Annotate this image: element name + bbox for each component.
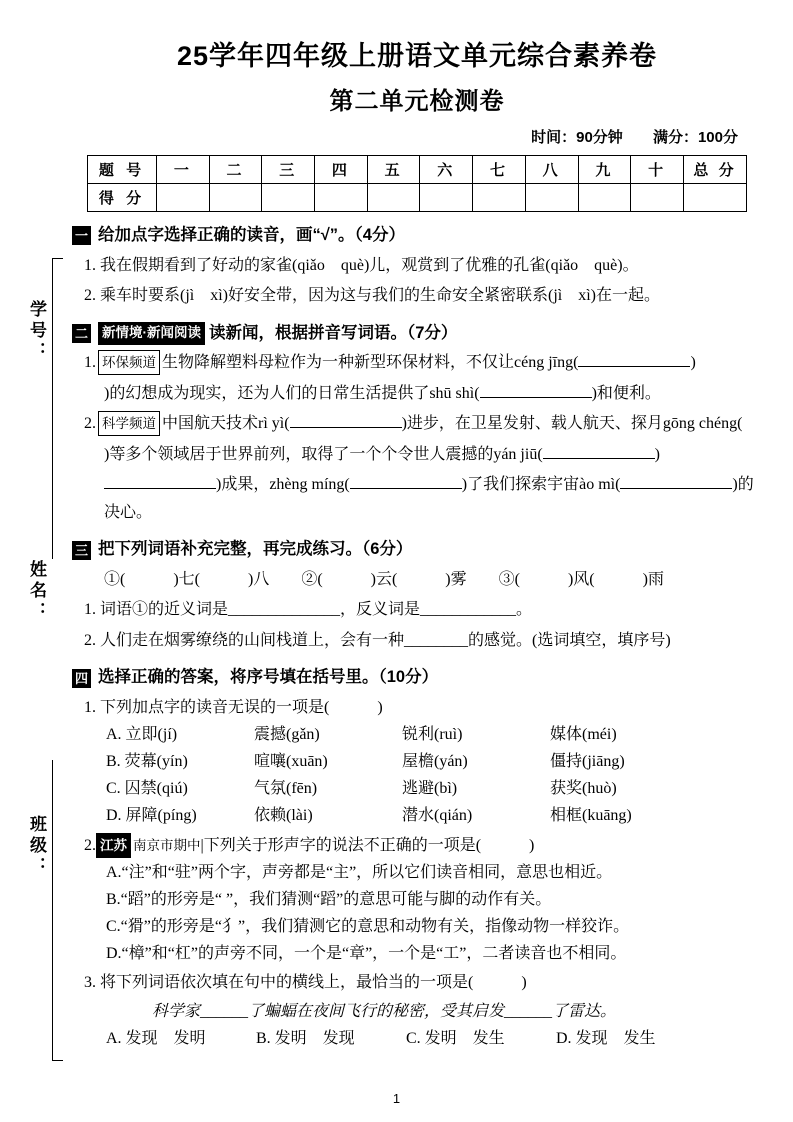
section-number: 二 — [72, 324, 91, 343]
item1-text-b: )的幻想成为现实，还为人们的日常生活提供了shū shì( — [104, 384, 480, 402]
question-4-2-option-a[interactable]: A.“注”和“驻”两个字，声旁都是“主”，所以它们读音相同，意思也相近。 — [106, 864, 613, 882]
answer-blank[interactable] — [290, 427, 402, 428]
points-cell-9[interactable] — [578, 184, 631, 212]
option-a-3[interactable]: 锐利(ruì) — [402, 726, 463, 744]
bracket-top — [52, 258, 63, 559]
question-4-3-sentence: 科学家______了蝙蝠在夜间飞行的秘密，受其启发______了雷达。 — [152, 1002, 617, 1020]
page-number: 1 — [392, 1091, 401, 1106]
option-d-3[interactable]: 潜水(qián) — [402, 806, 473, 824]
points-cell-1[interactable] — [157, 184, 210, 212]
option-c-1[interactable]: C. 囚禁(qiú) — [106, 780, 188, 798]
section-three-item-2: 2. 人们走在烟雾缭绕的山间栈道上，会有一种________的感觉。(选词填空，填序号) — [84, 631, 671, 649]
channel-badge-huanbao: 环保频道 — [98, 350, 160, 375]
answer-blank[interactable] — [620, 488, 732, 489]
points-cell-5[interactable] — [367, 184, 420, 212]
points-cell-total[interactable] — [684, 184, 747, 212]
score-col-total: 总 分 — [684, 156, 747, 184]
score-col-5: 五 — [367, 156, 420, 184]
section-three-heading — [72, 537, 762, 563]
section-two-heading — [72, 321, 762, 347]
section-three — [72, 537, 762, 654]
item2-text-b: )进步，在卫星发射、载人航天、探月gōng chéng( — [401, 415, 743, 433]
option-d-4[interactable]: 相框(kuāng) — [550, 806, 632, 824]
score-col-3: 三 — [262, 156, 315, 184]
question-4-1: 1. 下列加点字的读音无误的一项是( ) — [84, 698, 383, 716]
score-col-10: 十 — [631, 156, 684, 184]
option-a-1[interactable]: A. 立即(jí) — [106, 726, 178, 744]
page-title: 25学年四年级上册语文单元综合素养卷 — [176, 41, 658, 71]
news-context-badge: 新情境·新闻阅读 — [98, 322, 205, 345]
answer-blank[interactable] — [480, 397, 592, 398]
exam-meta — [72, 126, 762, 147]
section-two-item-2-cont1: )等多个领域居于世界前列，取得了一个个令世人震撼的yán jiū( ) — [104, 445, 660, 463]
score-row-label: 题 号 — [88, 156, 157, 184]
option-a-2[interactable]: 震撼(gǎn) — [254, 726, 320, 744]
section-number: 一 — [72, 226, 91, 245]
student-class-label: 班级： — [27, 815, 46, 878]
section-one-heading — [72, 223, 762, 249]
option-b-1[interactable]: B. 荧幕(yín) — [106, 753, 188, 771]
score-col-6: 六 — [420, 156, 473, 184]
section-two-title: 读新闻，根据拼音写词语。（7分） — [209, 323, 458, 342]
answer-blank[interactable] — [543, 458, 655, 459]
section-three-title: 把下列词语补充完整，再完成练习。（6分） — [98, 540, 413, 559]
answer-blank[interactable] — [104, 488, 216, 489]
option-c-3[interactable]: 逃避(bì) — [402, 780, 458, 798]
question-4-3-options — [72, 1027, 762, 1052]
item2-text-a: 中国航天技术rì yì( — [162, 415, 290, 433]
item1-text-c: )和便利。 — [591, 384, 661, 402]
score-col-8: 八 — [525, 156, 578, 184]
question-4-2-option-b[interactable]: B.“蹈”的形旁是“ ”，我们猜测“蹈”的意思可能与脚的动作有关。 — [106, 890, 552, 908]
section-three-fill-line[interactable]: ①( )七( )八 ②( )云( )雾 ③( )风( )雨 — [104, 570, 664, 588]
question-4-3: 3. 将下列词语依次填在句中的横线上，最恰当的一项是( ) — [84, 974, 527, 992]
option-b-2[interactable]: 喧嚷(xuān) — [254, 753, 328, 771]
option-b-4[interactable]: 僵持(jiāng) — [550, 753, 625, 771]
page-subtitle: 第二单元检测卷 — [329, 88, 505, 115]
exam-total: 满分：100分 — [652, 129, 738, 146]
section-number: 三 — [72, 541, 91, 560]
question-4-1-options-b — [72, 750, 762, 775]
section-one-item-2: 2. 乘车时要系(jì xì)好安全带，因为这与我们的生命安全紧密联系(jì xì)在一起。 — [84, 287, 660, 305]
score-col-4: 四 — [315, 156, 368, 184]
score-col-7: 七 — [473, 156, 526, 184]
points-cell-6[interactable] — [420, 184, 473, 212]
q43-option-c[interactable]: C. 发明 发生 — [406, 1029, 505, 1047]
section-four-heading — [72, 665, 762, 691]
section-two-item-1-cont — [72, 380, 762, 408]
option-b-3[interactable]: 屋檐(yán) — [402, 753, 468, 771]
item2-text-d: )成果，zhèng míng( — [216, 476, 350, 494]
option-d-2[interactable]: 依赖(lài) — [254, 806, 313, 824]
section-one — [72, 223, 762, 310]
question-4-1-options-a — [72, 723, 762, 748]
section-two — [72, 321, 762, 527]
q43-option-a[interactable]: A. 发现 发明 — [106, 1029, 206, 1047]
score-col-1: 一 — [157, 156, 210, 184]
option-d-1[interactable]: D. 屏障(píng) — [106, 806, 197, 824]
question-4-2-option-c[interactable]: C.“猾”的形旁是“犭”，我们猜测它的意思和动物有关，指像动物一样狡诈。 — [106, 917, 630, 935]
option-c-2[interactable]: 气氛(fēn) — [254, 780, 318, 798]
question-4-1-options-c — [72, 777, 762, 802]
score-col-9: 九 — [578, 156, 631, 184]
section-two-item-1: 1. 环保频道 生物降解塑料母粒作为一种新型环保材料，不仅让céng jīng( ) — [72, 349, 762, 377]
section-four-title: 选择正确的答案，将序号填在括号里。（10分） — [98, 668, 439, 687]
region-badge-jiangsu: 江苏 — [96, 833, 131, 858]
main-content — [72, 34, 762, 1051]
section-two-item-2-cont2 — [72, 471, 762, 526]
section-number: 四 — [72, 669, 91, 688]
student-name-label: 姓名： — [27, 560, 46, 623]
section-one-item-1: 1. 我在假期看到了好动的家雀(qiǎo què)儿，观赏到了优雅的孔雀(qiǎo què)。 — [84, 256, 639, 274]
q43-option-d[interactable]: D. 发现 发生 — [556, 1029, 656, 1047]
option-c-4[interactable]: 获奖(huò) — [550, 780, 617, 798]
points-row-label: 得 分 — [88, 184, 157, 212]
question-4-2-text: 下列关于形声字的说法不正确的一项是( ) — [203, 836, 535, 854]
points-cell-2[interactable] — [209, 184, 262, 212]
question-4-2-option-d[interactable]: D.“樟”和“杠”的声旁不同，一个是“章”，一个是“工”，二者读音也不相同。 — [106, 944, 627, 962]
channel-badge-kexue: 科学频道 — [98, 411, 160, 436]
student-id-label: 学号： — [27, 300, 46, 363]
section-four — [72, 665, 762, 1051]
table-row — [88, 184, 747, 212]
item2-text-e: )了我们探索宇宙ào mì( — [461, 476, 621, 494]
points-cell-4[interactable] — [315, 184, 368, 212]
item1-text-a: 生物降解塑料母粒作为一种新型环保材料，不仅让céng jīng( — [162, 354, 579, 372]
points-cell-8[interactable] — [525, 184, 578, 212]
section-three-item-1: 1. 词语①的近义词是______________，反义词是____________。 — [84, 601, 533, 619]
score-col-2: 二 — [209, 156, 262, 184]
option-a-4[interactable]: 媒体(méi) — [550, 726, 617, 744]
points-cell-7[interactable] — [473, 184, 526, 212]
q43-option-b[interactable]: B. 发明 发现 — [256, 1029, 355, 1047]
points-cell-3[interactable] — [262, 184, 315, 212]
section-two-item-2: 2. 科学频道 中国航天技术rì yì( )进步，在卫星发射、载人航天、探月gōng chéng( — [72, 410, 762, 438]
score-table — [87, 155, 747, 212]
answer-blank[interactable] — [578, 366, 690, 367]
points-cell-10[interactable] — [631, 184, 684, 212]
item2-text-f: )的决心。 — [104, 476, 754, 521]
region-badge-nanjing: 南京市期中 — [133, 837, 201, 853]
table-row — [88, 156, 747, 184]
side-labels — [18, 150, 64, 1010]
answer-blank[interactable] — [350, 488, 462, 489]
question-4-2: 2. 江苏 南京市期中|下列关于形声字的说法不正确的一项是( ) — [72, 832, 762, 860]
section-one-title: 给加点字选择正确的读音，画“√”。（4分） — [98, 226, 405, 244]
question-4-1-options-d — [72, 804, 762, 829]
item2-text-c: )等多个领域居于世界前列，取得了一个个令世人震撼的yán jiū( — [104, 445, 543, 463]
bracket-bottom — [52, 760, 63, 1061]
exam-time: 时间：90分钟 — [531, 129, 623, 146]
